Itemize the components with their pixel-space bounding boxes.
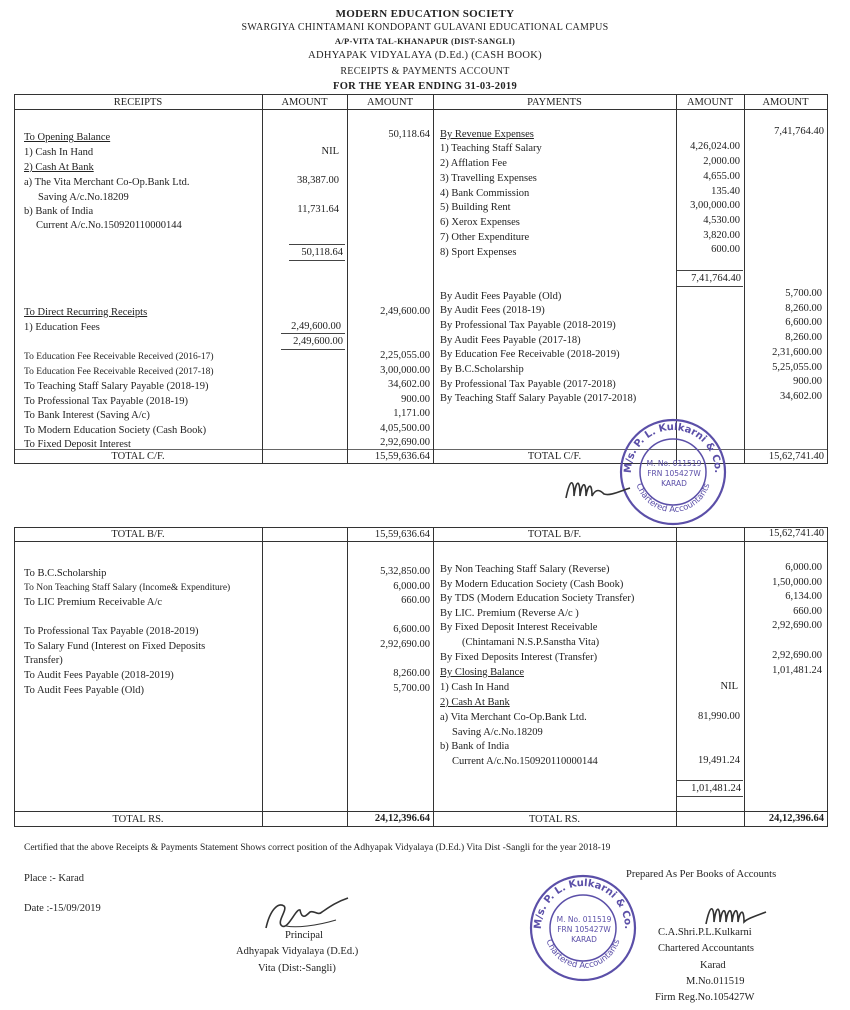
- list-item: By Professional Tax Payable (2018-2019): [440, 320, 616, 331]
- list-item: 1) Cash In Hand: [24, 147, 94, 158]
- list-item: By Professional Tax Payable (2017-2018): [440, 379, 616, 390]
- total-label-payments: TOTAL RS.: [528, 814, 581, 825]
- amount-cell: 3,820.00: [703, 230, 740, 241]
- list-item: By TDS (Modern Education Society Transfer): [440, 593, 635, 604]
- principal-location: Vita (Dist:-Sangli): [258, 963, 336, 974]
- list-item: To Professional Tax Payable (2018-2019): [24, 626, 199, 637]
- grand-total-payments: 24,12,396.64: [768, 813, 824, 824]
- school-name: ADHYAPAK VIDYALAYA (D.Ed.) (CASH BOOK): [308, 50, 542, 61]
- amount-cell: 4,05,500.00: [380, 423, 430, 434]
- svg-text:FRN 105427W: FRN 105427W: [647, 469, 701, 478]
- list-item: To Education Fee Receivable Received (2017-18): [24, 367, 214, 377]
- svg-text:Chartered Accountants: Chartered Accountants: [543, 938, 623, 972]
- amount-cell: 8,260.00: [785, 332, 822, 343]
- account-title: RECEIPTS & PAYMENTS ACCOUNT: [340, 66, 510, 77]
- list-item: To Audit Fees Payable (2018-2019): [24, 670, 174, 681]
- list-item: 2) Cash At Bank: [440, 697, 510, 708]
- list-item: By LIC. Premium (Reverse A/c ): [440, 608, 579, 619]
- list-item: To Direct Recurring Receipts: [24, 307, 148, 318]
- amount-cell: 6,600.00: [785, 317, 822, 328]
- amount-cell: 135.40: [711, 186, 740, 197]
- list-item: By Modern Education Society (Cash Book): [440, 579, 624, 590]
- list-item: To Education Fee Receivable Received (2016-17): [24, 352, 214, 362]
- amount-cell: 34,602.00: [780, 391, 822, 402]
- list-item: Transfer): [24, 655, 63, 666]
- amount-cell: 900.00: [793, 376, 822, 387]
- list-item: To Fixed Deposit Interest: [24, 439, 131, 450]
- amount-cell: 38,387.00: [297, 175, 339, 186]
- list-item: 5) Building Rent: [440, 202, 511, 213]
- campus-name: SWARGIYA CHINTAMANI KONDOPANT GULAVANI EDUCATIONAL CAMPUS: [241, 22, 609, 33]
- total-bf-label-receipts: TOTAL B/F.: [111, 529, 165, 540]
- signature-icon: [560, 470, 640, 510]
- list-item: 1) Education Fees: [24, 322, 100, 333]
- period: FOR THE YEAR ENDING 31-03-2019: [332, 81, 517, 92]
- list-item: 1) Cash In Hand: [440, 682, 510, 693]
- society-name: MODERN EDUCATION SOCIETY: [335, 8, 515, 20]
- svg-text:M. No. 011519: M. No. 011519: [556, 915, 612, 924]
- amount-cell: 6,134.00: [785, 591, 822, 602]
- ca-stamp-bottom-icon: [527, 872, 639, 984]
- certificate-text: Certified that the above Receipts & Payments Statement Shows correct position of the Adhyapak Vidyalaya (D.Ed.) Vita Dist -Sangli for the year 2018-19: [24, 843, 611, 853]
- amount-cell: 5,700.00: [393, 683, 430, 694]
- date: Date :-15/09/2019: [24, 903, 101, 914]
- ca-name: C.A.Shri.P.L.Kulkarni: [658, 927, 752, 938]
- svg-text:KARAD: KARAD: [661, 479, 687, 488]
- list-item: 3) Travelling Expenses: [440, 173, 537, 184]
- list-item: 8) Sport Expenses: [440, 247, 517, 258]
- amount-cell: 7,41,764.40: [774, 126, 824, 137]
- list-item: By Audit Fees (2018-19): [440, 305, 545, 316]
- col-amount-3: AMOUNT: [686, 97, 734, 108]
- subtotal-cell: 1,01,481.24: [677, 780, 743, 797]
- amount-cell: 5,32,850.00: [380, 566, 430, 577]
- svg-text:FRN 105427W: FRN 105427W: [557, 925, 611, 934]
- amount-cell: 600.00: [711, 244, 740, 255]
- list-item: To Salary Fund (Interest on Fixed Deposits: [24, 641, 206, 652]
- list-item: 6) Xerox Expenses: [440, 217, 520, 228]
- amount-cell: 2,000.00: [703, 156, 740, 167]
- total-label-receipts: TOTAL RS.: [112, 814, 164, 825]
- amount-cell: 4,530.00: [703, 215, 740, 226]
- list-item: Saving A/c.No.18209: [452, 727, 543, 738]
- total-cf-label-payments: TOTAL C/F.: [527, 451, 582, 462]
- list-item: To Audit Fees Payable (Old): [24, 685, 144, 696]
- amount-cell: NIL: [321, 146, 339, 157]
- amount-cell: 1,01,481.24: [772, 665, 822, 676]
- list-item: 1) Teaching Staff Salary: [440, 143, 542, 154]
- total-bf-label-payments: TOTAL B/F.: [527, 529, 582, 540]
- amount-cell: 34,602.00: [388, 379, 430, 390]
- list-item: By Education Fee Receivable (2018-2019): [440, 349, 620, 360]
- svg-text:M. No. 011519: M. No. 011519: [646, 459, 702, 468]
- amount-cell: 660.00: [793, 606, 822, 617]
- list-item: b) Bank of India: [440, 741, 510, 752]
- principal-label: Principal: [285, 930, 323, 941]
- list-item: a) The Vita Merchant Co-Op.Bank Ltd.: [24, 177, 190, 188]
- list-item: By Closing Balance: [440, 667, 524, 678]
- list-item: To Professional Tax Payable (2018-19): [24, 396, 188, 407]
- place: Place :- Karad: [24, 873, 85, 884]
- list-item: To LIC Premium Receivable A/c: [24, 597, 163, 608]
- ca-city: Karad: [700, 960, 726, 971]
- list-item: 2) Afflation Fee: [440, 158, 507, 169]
- grand-total-receipts: 24,12,396.64: [374, 813, 430, 824]
- list-item: Saving A/c.No.18209: [38, 192, 129, 203]
- list-item: By Audit Fees Payable (Old): [440, 291, 562, 302]
- amount-cell: 2,92,690.00: [772, 620, 822, 631]
- subtotal-cell: 2,49,600.00: [281, 333, 345, 350]
- amount-cell: 11,731.64: [297, 204, 339, 215]
- amount-cell: 8,260.00: [785, 303, 822, 314]
- list-item: Current A/c.No.150920110000144: [36, 220, 182, 231]
- amount-cell: 6,000.00: [393, 581, 430, 592]
- amount-cell: NIL: [720, 681, 738, 692]
- amount-cell: 3,00,000.00: [690, 200, 740, 211]
- list-item: (Chintamani N.S.P.Sanstha Vita): [462, 637, 600, 648]
- amount-cell: 2,25,055.00: [380, 350, 430, 361]
- total-bf-receipts: 15,59,636.64: [374, 529, 430, 540]
- list-item: By Fixed Deposits Interest (Transfer): [440, 652, 598, 663]
- list-item: Current A/c.No.150920110000144: [452, 756, 598, 767]
- amount-cell: 3,00,000.00: [380, 365, 430, 376]
- amount-cell: 4,26,024.00: [690, 141, 740, 152]
- list-item: a) Vita Merchant Co-Op.Bank Ltd.: [440, 712, 587, 723]
- list-item: b) Bank of India: [24, 206, 94, 217]
- amount-cell: 4,655.00: [703, 171, 740, 182]
- total-cf-payments: 15,62,741.40: [768, 451, 824, 462]
- total-bf-payments: 15,62,741.40: [768, 528, 824, 539]
- amount-cell: 2,92,690.00: [380, 437, 430, 448]
- total-cf-receipts: 15,59,636.64: [374, 451, 430, 462]
- total-cf-label-receipts: TOTAL C/F.: [111, 451, 165, 462]
- amount-cell: 5,25,055.00: [772, 362, 822, 373]
- list-item: By Teaching Staff Salary Payable (2017-2018): [440, 393, 637, 404]
- amount-cell: 2,92,690.00: [772, 650, 822, 661]
- amount-cell: 6,000.00: [785, 562, 822, 573]
- list-item: By Fixed Deposit Interest Receivable: [440, 622, 598, 633]
- col-receipts: RECEIPTS: [113, 97, 163, 108]
- amount-cell: 900.00: [401, 394, 430, 405]
- list-item: 4) Bank Commission: [440, 188, 530, 199]
- prepared-note: Prepared As Per Books of Accounts: [626, 869, 777, 880]
- amount-cell: 6,600.00: [393, 624, 430, 635]
- amount-cell: 2,49,600.00: [291, 321, 341, 332]
- col-payments: PAYMENTS: [527, 97, 582, 108]
- address: A/P-VITA TAL-KHANAPUR (DIST-SANGLI): [334, 36, 516, 46]
- amount-cell: 1,171.00: [393, 408, 430, 419]
- list-item: To Opening Balance: [24, 132, 111, 143]
- list-item: By Audit Fees Payable (2017-18): [440, 335, 581, 346]
- svg-text:Chartered Accountants: Chartered Accountants: [633, 482, 713, 516]
- col-amount-1: AMOUNT: [281, 97, 328, 108]
- amount-cell: 81,990.00: [698, 711, 740, 722]
- list-item: 2) Cash At Bank: [24, 162, 94, 173]
- svg-text:M/s. P. L. Kulkarni & Co.: M/s. P. L. Kulkarni & Co.: [622, 421, 724, 474]
- amount-cell: 19,491.24: [698, 755, 740, 766]
- principal-org: Adhyapak Vidyalaya (D.Ed.): [236, 946, 359, 957]
- col-amount-2: AMOUNT: [366, 97, 414, 108]
- subtotal-cell: 7,41,764.40: [677, 270, 743, 287]
- amount-cell: 2,92,690.00: [380, 639, 430, 650]
- list-item: 7) Other Expenditure: [440, 232, 530, 243]
- amount-cell: 660.00: [401, 595, 430, 606]
- list-item: To Non Teaching Staff Salary (Income& Expenditure): [24, 583, 231, 593]
- amount-cell: 1,50,000.00: [772, 577, 822, 588]
- amount-cell: 50,118.64: [388, 129, 430, 140]
- amount-cell: 2,49,600.00: [380, 306, 430, 317]
- list-item: By Non Teaching Staff Salary (Reverse): [440, 564, 610, 575]
- list-item: To Teaching Staff Salary Payable (2018-19): [24, 381, 209, 392]
- list-item: To Modern Education Society (Cash Book): [24, 425, 207, 436]
- list-item: By B.C.Scholarship: [440, 364, 524, 375]
- col-amount-4: AMOUNT: [762, 97, 809, 108]
- ca-firm-reg: Firm Reg.No.105427W: [655, 992, 755, 1003]
- ca-membership-no: M.No.011519: [686, 976, 745, 987]
- amount-cell: 2,31,600.00: [772, 347, 822, 358]
- svg-text:KARAD: KARAD: [571, 935, 597, 944]
- ca-title: Chartered Accountants: [658, 943, 754, 954]
- list-item: To B.C.Scholarship: [24, 568, 107, 579]
- svg-text:M/s. P. L. Kulkarni & Co.: M/s. P. L. Kulkarni & Co.: [532, 877, 634, 930]
- amount-cell: 5,700.00: [785, 288, 822, 299]
- amount-cell: 8,260.00: [393, 668, 430, 679]
- subtotal-cell: 50,118.64: [289, 244, 345, 261]
- list-item: To Bank Interest (Saving A/c): [24, 410, 150, 421]
- list-item: By Revenue Expenses: [440, 129, 534, 140]
